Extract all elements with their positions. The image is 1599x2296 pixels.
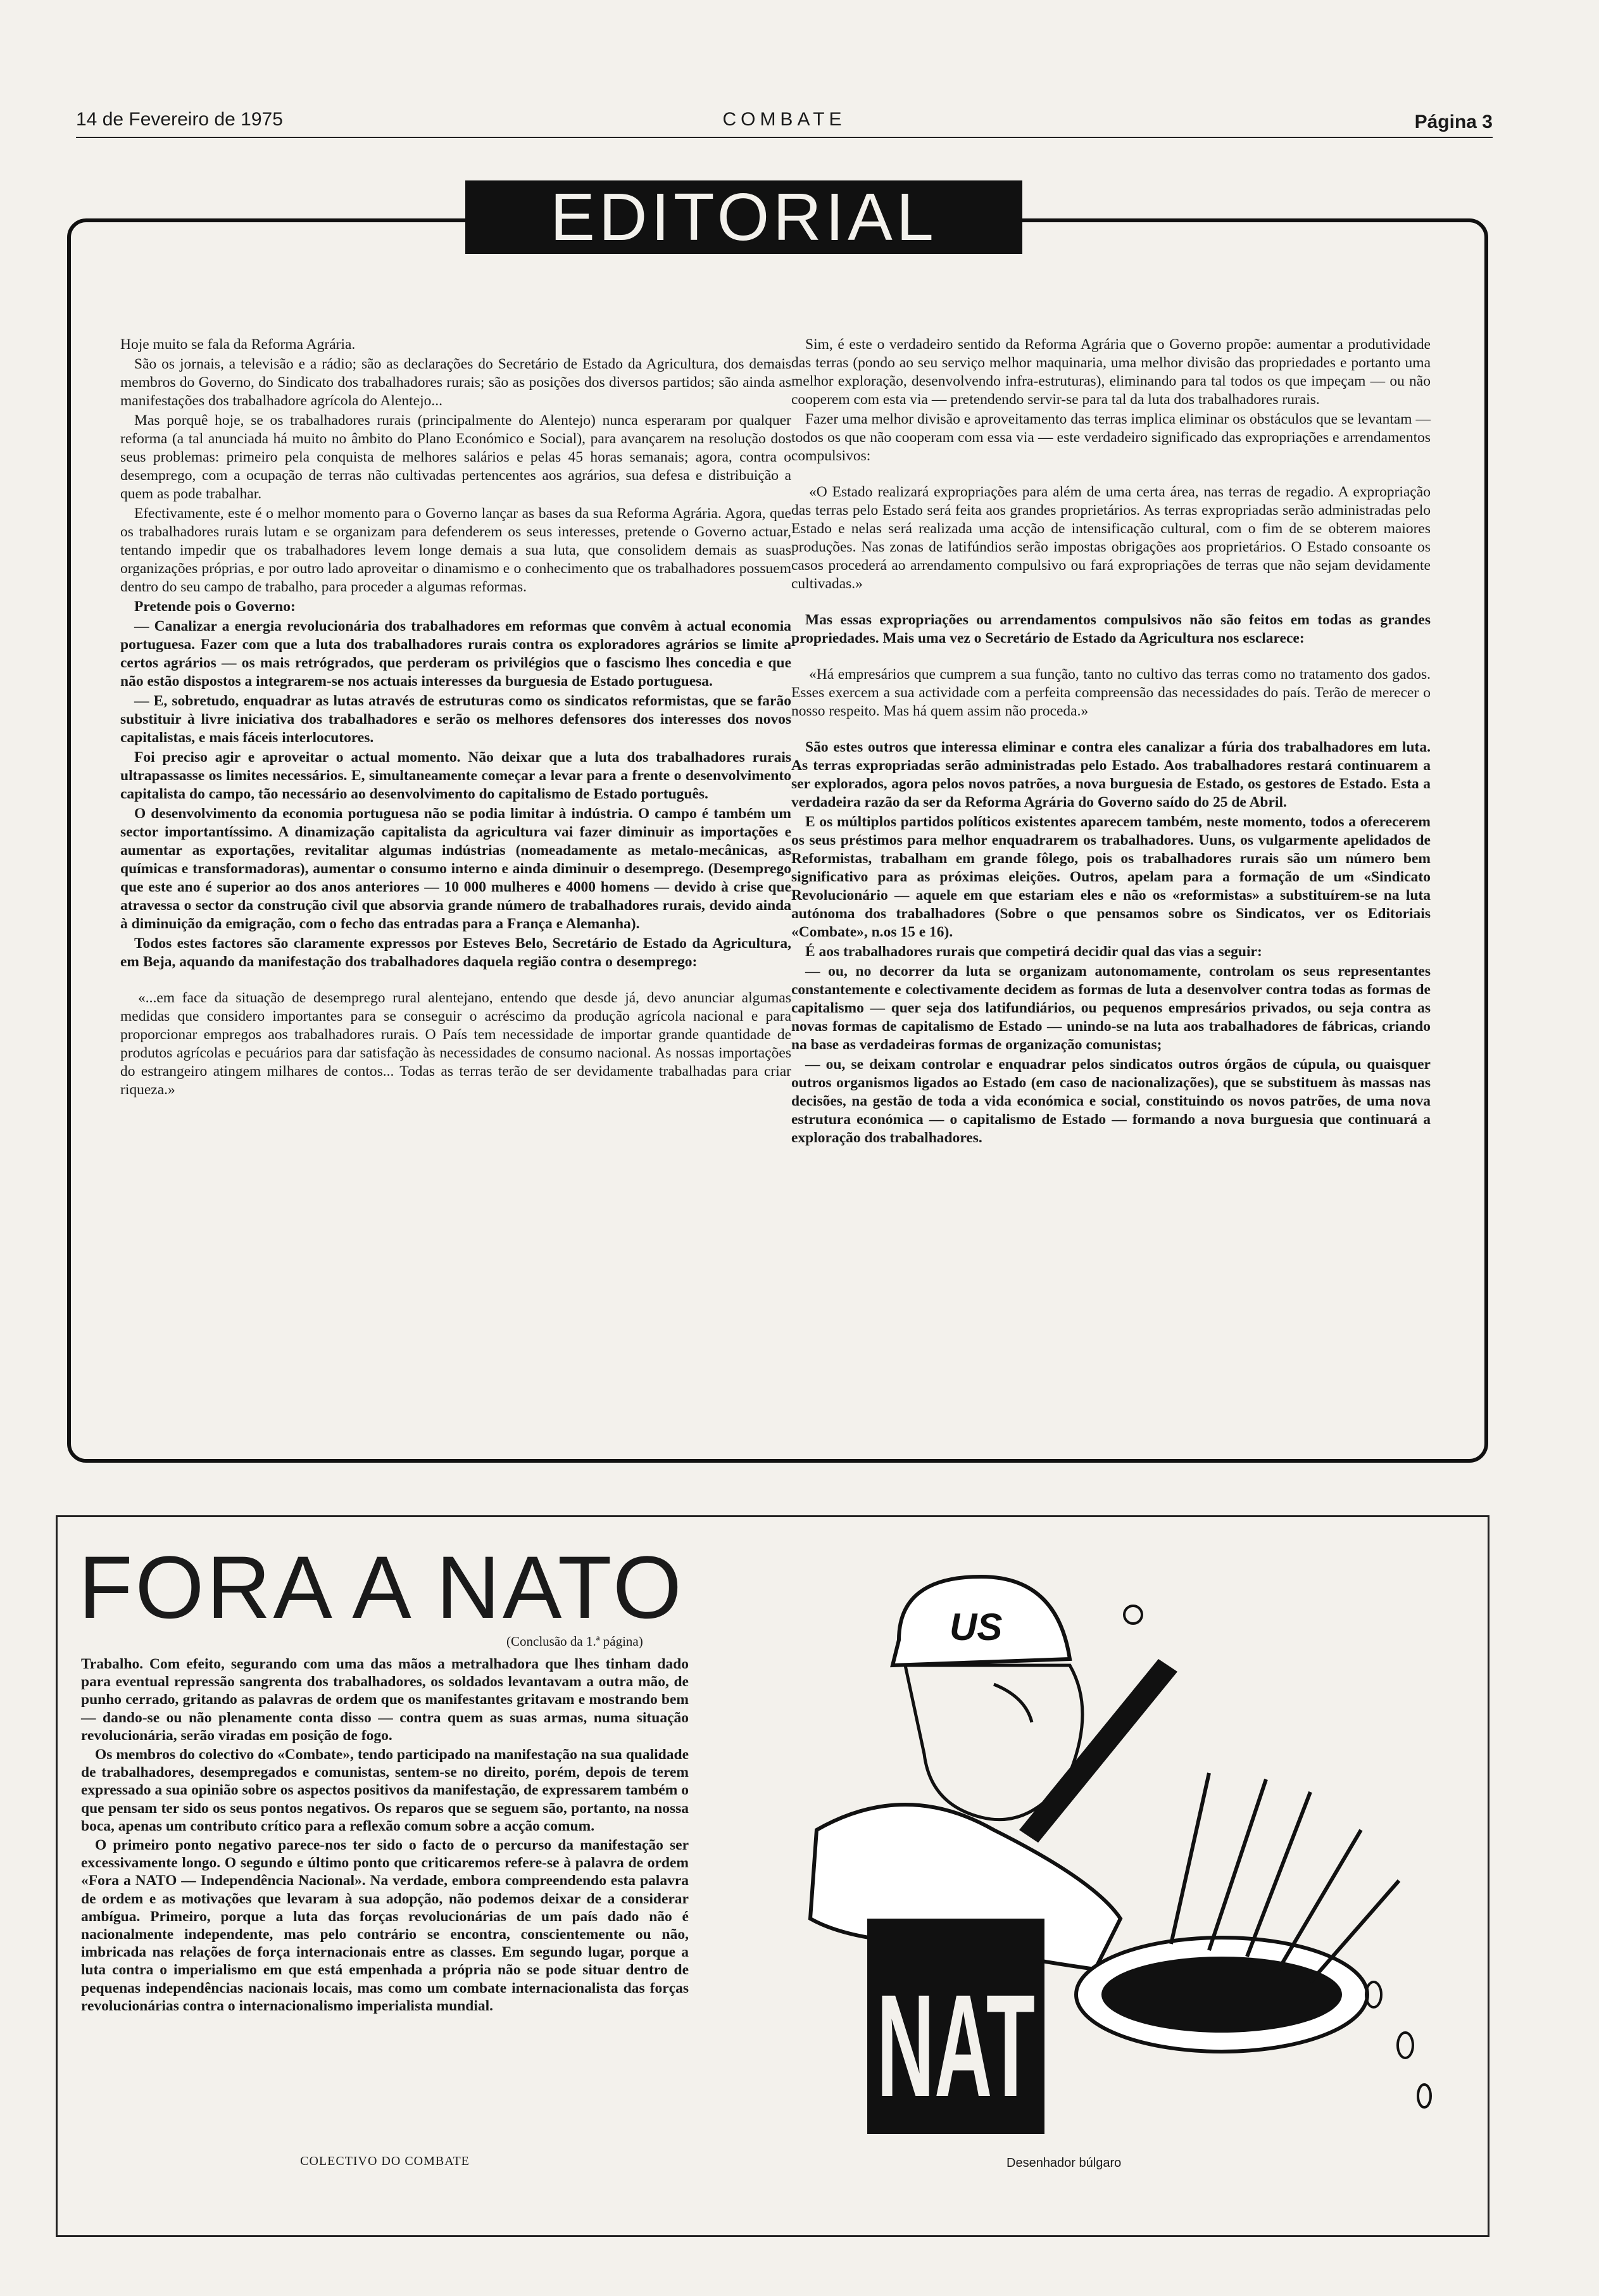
nato-cartoon (741, 1564, 1450, 2147)
helmet-label: US (950, 1606, 1003, 1648)
barrel-label: NAT (877, 1964, 1035, 2127)
paragraph: E os múltiplos partidos políticos existentes aparecem também, neste momento, todos a oferecerem os seus préstimos para melhor enquadrarem os trabalhadores. Uuns, os vulgarmente apelidados de Reformistas, trabalham em grande fôlego, pois os trabalhadores rurais são um número bem significativo para as próximas eleições. Outros, apelam para a formação de um «Sindicato Revolucionário — aquele em que estariam eles e não os «reformistas» a substituírem-se na luta autónoma dos trabalhadores (Sobre o que pensamos sobre os Sindicatos, ver os Editoriais «Combate», n.os 15 e 16). (791, 814, 1431, 940)
paragraph: O desenvolvimento da economia portuguesa não se podia limitar à indústria. O campo é também um sector importantíssimo. A dinamização capitalista da agricultura vai fazer diminuir as importações e aumentar as exportações, revitalitar algumas indústrias (nomeadamente as metalo-mecânicas, as químicas e transformadoras), aumentar o consumo interno e ainda diminuir o desemprego. (Desemprego que este ano é superior ao dos anos anteriores — 10 000 mulheres e 4000 homens — devido à crise que atravessa o sector da construção civil que absorvia grande número de trabalhadores rurais, devido ainda à diminuição da emigração, com o fecho das entradas para a França e Alemanha). (120, 805, 791, 932)
paragraph: — E, sobretudo, enquadrar as lutas através de estruturas como os sindicatos reformistas, que se farão substituir à livre iniciativa dos trabalhadores e serão os melhores defensores dos interesses dos novos capitalistas, e mais fáceis interlocutores. (120, 693, 791, 746)
editorial-banner: EDITORIAL (465, 180, 1022, 254)
paragraph: Mas essas expropriações ou arrendamentos compulsivos não são feitos em todas as grandes propriedades. Mais uma vez o Secretário de Estado da Agricultura nos esclarece: (791, 612, 1431, 647)
paragraph: São estes outros que interessa eliminar e contra eles canalizar a fúria dos trabalhadores em luta. As terras expropriadas serão administradas pelo Estado. Aos trabalhadores restará continuarem a ser explorados, agora pelos novos patrões, a nova burguesia de Estado, os gestores de Estado. Esta a verdadeira razão da ser da Reforma Agrária do Governo saído do 25 de Abril. (791, 739, 1431, 811)
paragraph: Trabalho. Com efeito, segurando com uma das mãos a metralhadora que lhes tinham dado para eventual repressão sangrenta dos trabalhadores, os soldados levantavam a outra mão, de punho cerrado, gritando as palavras de ordem que os manifestantes gritavam e mostrando bem — dando-se ou não plenamente conta disso — contra quem as suas armas, numa situação revolucionária, serão viradas em posição de fogo. (81, 1656, 689, 1744)
paragraph: Mas porquê hoje, se os trabalhadores rurais (principalmente do Alentejo) nunca esperaram por qualquer reforma (a tal anunciada há muito no âmbito do Plano Económico e Social), para avançarem na resolução dos seus problemas: primeiro pela conquista de melhores salários e pelas 45 horas semanais; agora, contra o desemprego, com a ocupação de terras não cultivadas pertencentes aos agrários, sua defesa e distribuição a quem as pode trabalhar. (120, 412, 791, 502)
paragraph: Todos estes factores são claramente expressos por Esteves Belo, Secretário de Estado da Agricultura, em Beja, aquando da manifestação dos trabalhadores daquela região contra o desemprego: (120, 935, 791, 970)
rifle-icon (1019, 1659, 1177, 1843)
drops (1366, 1982, 1431, 2107)
editorial-right-column (791, 336, 1431, 1149)
nato-article-body (81, 1655, 689, 2016)
paragraph: Os membros do colectivo do «Combate», tendo participado na manifestação na sua qualidade de trabalhadores, desempregados e comunistas, sentem-se no direito, porém, depois de terem expressado a sua opinião sobre os aspectos positivos da manifestação, de expressarem também o que pensam ter sido os seus pontos negativos. Os reparos que se seguem são, portanto, na nossa boca, apenas um contributo crítico para a reflexão comum sobre a acção comum. (81, 1746, 689, 1834)
quote: «...em face da situação de desemprego rural alentejano, entendo que desde já, devo anunciar algumas medidas que considero importantes para se conseguir o acréscimo da produção agrícola nacional e para proporcionar empregos aos trabalhadores rurais. O País tem necessidade de importar grande quantidade de produtos agrícolas e pecuários para dar satisfação às necessidades de consumo nacional. As nossas importações do estrangeiro atingem milhares de contos... Todas as terras terão de ser devidamente trabalhadas para criar riqueza.» (120, 990, 791, 1098)
paragraph: São os jornais, a televisão e a rádio; são as declarações do Secretário de Estado da Agricultura, dos demais membros do Governo, do Sindicato dos trabalhadores rurais; são as posições dos diversos partidos; são ainda as manifestações dos trabalhadore agrícola do Alentejo... (120, 356, 791, 409)
page-number: Página 3 (1414, 111, 1493, 132)
paragraph: É aos trabalhadores rurais que competirá decidir qual das vias a seguir: (805, 943, 1262, 960)
article-signature: COLECTIVO DO COMBATE (300, 2154, 470, 2168)
paragraph: O primeiro ponto negativo parece-nos ter sido o facto de o percurso da manifestação ser excessivamente longo. O segundo e último ponto que criticaremos refere-se à palavra de ordem «Fora a NATO — Independência Nacional». Na verdade, embora compreendendo esta palavra de ordem e as motivações que levaram à sua adopção, não podemos deixar de a considerar ambígua. Primeiro, porque a luta das forças revolucionárias de um país dado não é nacionalmente independente, mas pelo contrário se encontra, conscientemente ou não, imbricada nas relações de força internacionais entre as classes. Em segundo lugar, porque a luta contra o imperialismo em que está empenhada a própria não se pode situar dentro de pequenas independências nacionais locais, mas como um combate internacionalista das forças revolucionárias contra o internacionalismo imperialista mundial. (81, 1837, 689, 2014)
paper-name: COMBATE (722, 109, 846, 130)
paragraph: Pretende pois o Governo: (134, 598, 296, 615)
paragraph: Fazer uma melhor divisão e aproveitamento das terras implica eliminar os obstáculos que se levantam — todos os que não cooperam com essa via — este verdadeiro significado das expropriações e arrendamentos compulsivos: (791, 411, 1431, 464)
cartoon-credit: Desenhador búlgaro (1006, 2156, 1122, 2170)
issue-date: 14 de Fevereiro de 1975 (76, 109, 283, 130)
paragraph: Hoje muito se fala da Reforma Agrária. (120, 336, 356, 353)
paragraph: Foi preciso agir e aproveitar o actual momento. Não deixar que a luta dos trabalhadores rurais ultrapassasse os limites necessários. E, simultaneamente começar a levar para a frente o desenvolvimento capitalista do campo, tão necessário ao desenvolvimento do capitalismo de Estado português. (120, 749, 791, 802)
paragraph: — Canalizar a energia revolucionária dos trabalhadores em reformas que convêm à actual economia portuguesa. Fazer com que a luta dos trabalhadores rurais contra os exploradores agrários se limite a certos agrários — os mais retrógrados, que perderam os privilégios que o fascismo lhes concedia e que não estão dispostos a integrarem-se nos actuais interesses da burguesia de Estado portuguesa. (120, 618, 791, 690)
paragraph: — ou, se deixam controlar e enquadrar pelos sindicatos outros órgãos de cúpula, ou quaisquer outros organismos ligados ao Estado (em caso de nacionalizações), que se substituem às massas nas decisões, na gestão de toda a vida económica e social, constituindo os novos patrões, de uma nova estrutura económica — o capitalismo de Estado — formando a nova burguesia que continuará a exploração dos trabalhadores. (791, 1056, 1431, 1146)
quote: «Há empresários que cumprem a sua função, tanto no cultivo das terras como no tratamento dos gados. Esses exercem a sua actividade com a perfeita compreensão das necessidades do país. Terão de merecer o nosso respeito. Mas há quem assim não proceda.» (791, 666, 1431, 719)
nato-title: FORA A NATO (78, 1537, 684, 1637)
quote: «O Estado realizará expropriações para além de uma certa área, nas terras de regadio. A expropriação das terras pelo Estado será feita aos grandes proprietários. As terras expropriadas serão administradas pelo Estado e nelas será realizada uma acção de intensificação cultural, com o fim de se obterem maiores produções. Nas zonas de latifúndios serão impostas obrigações aos proprietários. O Estado consoante os casos procederá ao arrendamento compulsivo ou fará expropriações de terras que não sejam devidamente cultivadas.» (791, 484, 1431, 592)
editorial-left-column (120, 336, 791, 1101)
paragraph: — ou, no decorrer da luta se organizam autonomamente, controlam os seus representantes constantemente e colectivamente decidem as formas de luta a desenvolver contra todas as formas de capitalismo — quer seja dos latifundiários, ou pequenos empresários privados, ou seja contra as novas formas de capitalismo de Estado — unindo-se na luta aos trabalhadores de fábricas, criando na base as verdadeiras formas de organização comunistas; (791, 963, 1431, 1053)
paragraph: Efectivamente, este é o melhor momento para o Governo lançar as bases da sua Reforma Agrária. Agora, que os trabalhadores rurais lutam e se organizam para defenderem os seus interesses, pretende o Governo actuar, tentando impedir que os trabalhadores levem longe demais a sua luta, que consolidem demais as suas organizações próprias, e por outro lado aproveitar o dinamismo e o conhecimento que os trabalhadores possuem dentro do seu campo de trabalho, para proceder a algumas reformas. (120, 505, 791, 595)
nato-subtitle: (Conclusão da 1.ª página) (506, 1634, 643, 1649)
paragraph: Sim, é este o verdadeiro sentido da Reforma Agrária que o Governo propõe: aumentar a produtividade das terras (pondo ao seu serviço melhor maquinaria, uma melhor divisão das propriedades e portanto uma melhor exploração, desenvolvendo infra-estruturas), eliminando para tal todos os que impeçam — ou não cooperem com esta via — pretendendo servir-se para tal da luta dos trabalhadores rurais. (791, 336, 1431, 408)
masthead (76, 109, 1493, 138)
